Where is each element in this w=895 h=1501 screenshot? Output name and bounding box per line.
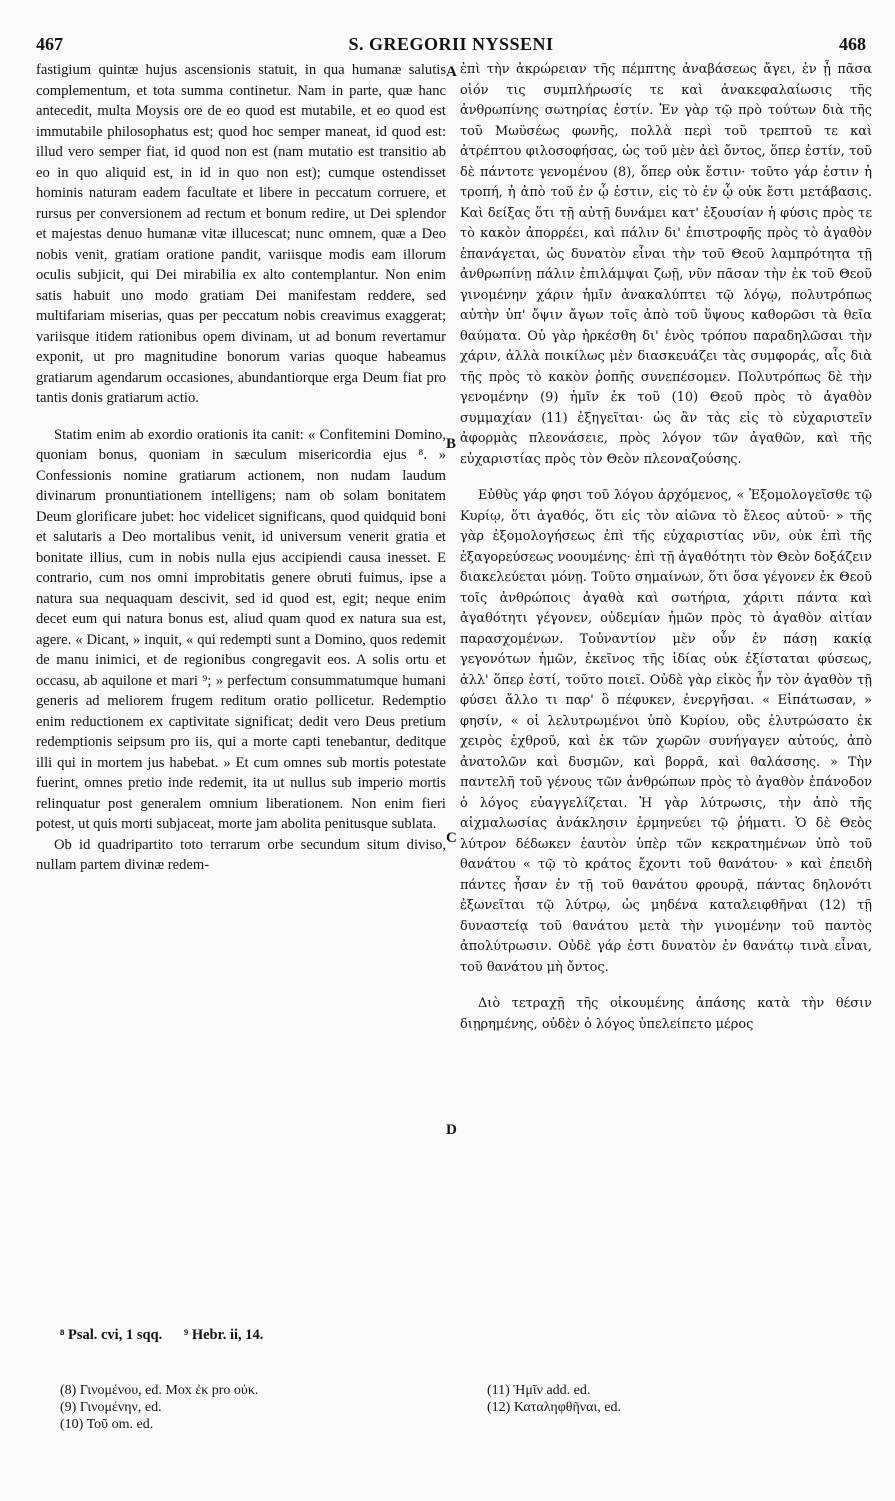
margin-letter-a: A [446,64,457,80]
footnote-8: (8) Γινομένου, ed. Mox ἐκ pro οὐκ. [60,1383,259,1398]
footnote-12: (12) Καταληφθῆναι, ed. [487,1400,621,1415]
margin-letter-c: C [446,830,457,846]
footnote-11: (11) Ἡμῖν add. ed. [487,1383,591,1398]
footnote-9: (9) Γινομένην, ed. [60,1400,162,1415]
margin-letter-b: B [446,436,457,452]
latin-paragraph-1: fastigium quintæ hujus ascensionis statuit, in qua humanæ salutis complementum, et tota summa continetur. Nam in parte, quæ hanc antecedit, multa Moysis ore de eo quod est mutabile, et eo quod est immutabile philosophatus est; quod hoc semper maneat, id quod est: illud vero semper fiat, id quod non est (nam mutatio est transitio ab eo in quo aliquid est, in id in quo non est); cumque ostendisset hominis naturam eadem facultate et libere in peccatum corruere, et rursus per conversionem ad rectum et bonum redire, ut Dei splendor et majestas denuo humanæ vitæ illucescat; nunc omnem, quæ a Deo nobis venit, gratiam oratione pandit, variisque modis eam illorum oculis subjicit, qui Dei mirabilia ex alto contemplantur. Non enim satis habuit uno modo gratiam Dei manifestam reddere, sed multifariam miserias, quas per peccatum nobis creavimus exaggerat; variisque itidem rationibus opem divinam, ut ad bonum revertamur exponit, ut pro magnitudine bonorum varias quoque habeamus gratiarum agendarum occasiones, abundantiorque erga Deum fiat pro tantis donis gratiarum actio. [36,62,446,406]
latin-paragraph-3: Ob id quadripartito toto terrarum orbe secundum situm diviso, nullam partem divinæ redem- [36,836,446,873]
greek-paragraph-2: Εὐθὺς γάρ φησι τοῦ λόγου ἀρχόμενος, « Ἐξομολογεῖσθε τῷ Κυρίῳ, ὅτι ἀγαθός, ὅτι εἰς τὸν αἰῶνα τὸ ἔλεος αὐτοῦ· » τῆς γὰρ ἐξομολογήσεως ἐπὶ τῆς εὐχαριστίας νῦν, οὐκ ἐπὶ τῆς ἐξαγορεύσεως νοουμένης· ἐπὶ τῇ ἀγαθότητι τὸν Θεὸν δοξάζειν διακελεύεται μόνῃ. Τοῦτο σημαίνων, ὅτι ὅσα γέγονεν ἐκ Θεοῦ τοῖς ἀνθρώποις ἀγαθὰ καὶ σωτήρια, χάριτι πάντα καὶ ἀγαθότητι γέγονεν, οὐδεμίαν ἡμῶν πρὸς τὸ ἀγαθὸν αἰτίαν παρασχομένων. Τοὐναντίον μὲν οὖν ἐν πάσῃ κακίᾳ γεγονότων ἡμῶν, ἐκεῖνος τῆς ἰδίας οὐκ ἐξίσταται φύσεως, ἀλλ' ὅπερ ἐστί, τοῦτο ποιεῖ. Οὐδὲ γὰρ εἰκὸς ἦν τὸν ἀγαθὸν τῇ φύσει ἄλλο τι παρ' ὃ πέφυκεν, ἐνεργῆσαι. « Εἰπάτωσαν, » φησίν, « οἱ λελυτρωμένοι ὑπὸ Κυρίου, οὓς ἐλυτρώσατο ἐκ χειρὸς ἐχθροῦ, καὶ ἐκ τῶν χωρῶν συνήγαγεν αὐτούς, ἀπὸ ἀνατολῶν καὶ δυσμῶν, καὶ βορρᾶ, καὶ θαλάσσης. » Τὴν παντελῆ τοῦ γένους τῶν ἀνθρώπων πρὸς τὸ ἀγαθὸν ἐπάνοδον ὁ λόγος εὐαγγελίζεται. Ἡ γὰρ λύτρωσις, τὴν ἀπὸ τῆς αἰχμαλωσίας ἀνάκλησιν ἑρμηνεύει τῷ ῥήματι. Ὁ δὲ Θεὸς λύτρον δέδωκεν ἑαυτὸν ὑπὲρ τῶν κεκρατημένων ὑπὸ τοῦ θανάτου « τῷ τὸ κράτος ἔχοντι τοῦ θανάτου· » καὶ ἐπειδὴ πάντες ἦσαν ἐν τῇ τοῦ θανάτου φρουρᾷ, πάντας δηλονότι ἐξωνεῖται τῷ λύτρῳ, ὡς μηδένα καταλειφθῆναι (12) τῇ δυναστείᾳ τοῦ θανάτου μετὰ τὴν γινομένην τοῦ παντὸς ἀπολύτρωσιν. Οὐδὲ γάρ ἐστι δυνατὸν ἐν θανάτῳ τινὰ εἶναι, τοῦ θανάτου μὴ ὄντος. [460,488,872,975]
latin-column [36,60,446,876]
footnote-10: (10) Τοῦ om. ed. [60,1417,154,1432]
greek-paragraph-3: Διὸ τετραχῇ τῆς οἰκουμένης ἁπάσης κατὰ τὴν θέσιν διῃρημένης, οὐδὲν ὁ λόγος ὑπελείπετο μέρος [460,996,872,1032]
latin-footnote-2: ⁹ Hebr. ii, 14. [183,1327,264,1343]
page-header [36,34,866,58]
page-number-right: 468 [839,34,866,54]
latin-footnote-1: ⁸ Psal. cvi, 1 sqq. [60,1327,163,1343]
margin-letter-d: D [446,1122,457,1138]
latin-paragraph-2: Statim enim ab exordio orationis ita canit: « Confitemini Domino, quoniam bonus, quoniam in sæculum misericordia ejus ⁸. » Confessionis nomine gratiarum actionem, non nudam laudum divinarum pronuntiationem intelligens; nam ob solam bonitatem Deum glorificare jubet: hoc videlicet significans, quod quidquid boni et salutaris a Deo mortalibus venit, id universum venerit gratia et bonitate illius, cum in nobis nulla ejus accipiendi causa inesset. E contrario, cum nos omni improbitatis genere obruti fuimus, ipse a natura sua nequaquam descivit, sed id quod est, egit; neque enim decet eum qui natura bonus est, aliud quam quod ex natura sua est, agere. « Dicant, » inquit, « qui redempti sunt a Domino, quos redemit de manu inimici, et de regionibus congregavit eos. A solis ortu et occasu, ab aquilone et mari ⁹; » perfectum consummatumque humani generis ad meliorem frugem reditum oratio pollicetur. Redemptio enim reductionem ex captivitate significat; dedit vero Deus pretium redemptionis seipsum pro iis, qui a morte capti tenebantur, deditque illi qui in mortem jus habebat. » Et cum omnes sub mortis potestate fuerint, omnes pretio inde redemit, ita ut nullus sub imperio mortis relinquatur post generalem omnium liberationem. Non enim fieri potest, ut quis morti subjaceat, morte jam abolita penitusque sublata. [36,426,446,832]
running-title: S. GREGORII NYSSENI [348,34,554,54]
greek-column [460,60,872,1035]
greek-footnotes-right [487,1382,867,1416]
page-number-left: 467 [36,34,63,54]
greek-paragraph-1: ἐπὶ τὴν ἀκρώρειαν τῆς πέμπτης ἀναβάσεως ἄγει, ἐν ᾗ πᾶσα οἱόν τις συμπλήρωσίς τε καὶ ἀνακεφαλαίωσις τῆς ἀνθρωπίνης σωτηρίας ἐστίν. Ἐν γὰρ τῷ πρὸ τούτων διὰ τῆς τοῦ Μωϋσέως φωνῆς, πολλὰ περὶ τοῦ τρεπτοῦ τε καὶ ἀτρέπτου φιλοσοφήσας, ὡς τοῦ μὲν ἀεὶ ὄντος, ὅπερ ἐστίν, τοῦ δὲ πάντοτε γενομένου (8), ὅπερ οὐκ ἔστιν· τοῦτο γάρ ἐστιν ἡ τροπή, ἡ ἀπὸ τοῦ ἐν ᾧ ἐστιν, εἰς τὸ ἐν ᾧ οὐκ ἔστι μετάβασις. Καὶ δείξας ὅτι τῇ αὐτῇ δυνάμει κατ' ἐξουσίαν ἡ φύσις πρὸς τε τὸ κακὸν ἀπορρέει, καὶ πάλιν δι' ἐπιστροφῆς πρὸς τὸ ἀγαθὸν ἐπανάγεται, ὡς δυνατὸν εἶναι τὴν τοῦ Θεοῦ λαμπρότητα τῇ ἀνθρωπίνῃ πάλιν ἐπιλάμψαι ζωῇ, νῦν πᾶσαν τὴν ἐκ τοῦ Θεοῦ γινομένην χάριν ἡμῖν ἀνακαλύπτει τῷ λόγῳ, πολυτρόπως αὐτὴν ὑπ' ὄψιν ἄγων τοῖς ἀπὸ τοῦ ὕψους καθορῶσι τὰ θεῖα θαύματα. Οὐ γὰρ ἠρκέσθη δι' ἑνὸς τρόπου παραδηλῶσαι τὴν χάριν, ἀλλὰ ποικίλως μὲν διασκευάζει τὰς συμφοράς, αἷς διὰ τῆς πρὸς τὸ κακὸν ῥοπῆς συνεπέσομεν. Πολυτρόπως δὲ τὴν γενομένην (9) ἡμῖν ἐκ τοῦ (10) Θεοῦ πρὸς τὸ ἀγαθὸν συμμαχίαν (11) ἐξηγεῖται· ὡς ἂν τὰς εἰς τὸ εὐχαριστεῖν ἀφορμὰς πλεονάσειε, πρὸς λόγον τῶν ἀγαθῶν, καὶ τῆς εὐχαριστίας πρὸς τὸν Θεὸν πλεοναζούσης. [460,62,872,467]
latin-footnotes [60,1327,281,1344]
greek-footnotes-left [60,1382,440,1433]
